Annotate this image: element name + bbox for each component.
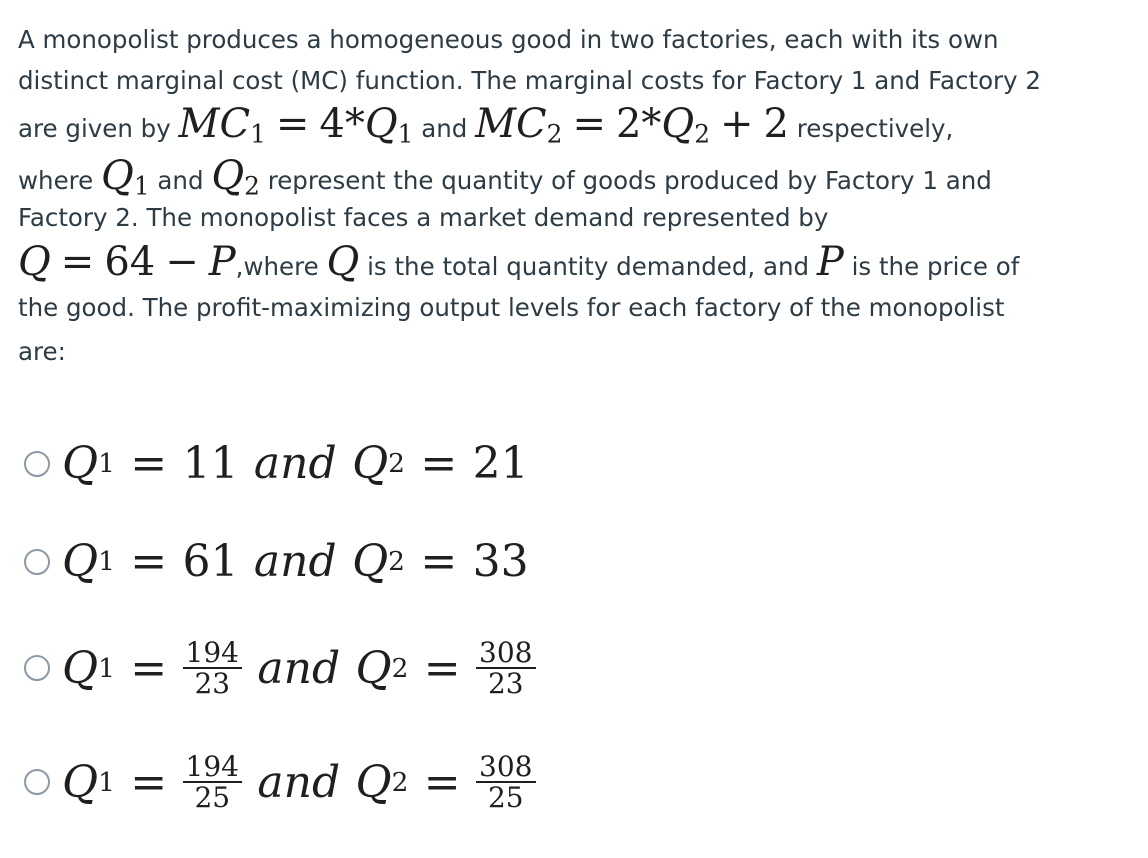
text-are-given-by: are given by	[18, 114, 171, 143]
text-where: where	[18, 166, 94, 195]
text-where: ,where	[235, 252, 319, 281]
symbol-q2: $Q_2$	[211, 153, 260, 201]
fraction: $\frac{194}{23}$	[183, 638, 242, 699]
text-price-of: is the price of	[851, 252, 1020, 281]
answer-label: Q 1 = $\frac{194}{25}$ and Q 2 = $\frac{308}{25}$	[62, 752, 536, 813]
radio-button[interactable]	[24, 655, 50, 681]
symbol-q1: $Q_1$	[101, 153, 150, 201]
question-line-3	[18, 101, 954, 149]
fraction: $\frac{308}{25}$	[476, 752, 535, 813]
question-line-7: the good. The profit-maximizing output levels for each factory of the monopolist	[18, 293, 1005, 322]
symbol-q: Q	[326, 239, 360, 285]
text-respectively: respectively,	[796, 114, 954, 143]
text-total-quantity: is the total quantity demanded, and	[367, 252, 810, 281]
fraction: $\frac{194}{25}$	[183, 752, 242, 813]
question-line-5: Factory 2. The monopolist faces a market demand represented by	[18, 203, 829, 232]
answer-option-1[interactable]	[24, 438, 529, 489]
formula-demand: Q = 64 − P	[18, 239, 236, 285]
radio-button[interactable]	[24, 451, 50, 477]
radio-button[interactable]	[24, 769, 50, 795]
question-line-2: distinct marginal cost (MC) function. The marginal costs for Factory 1 and Factory 2	[18, 66, 1042, 95]
question-line-8: are:	[18, 337, 66, 366]
text-represent: represent the quantity of goods produced by Factory 1 and	[267, 166, 992, 195]
formula-mc2: $MC_2 = 2*Q_2 + 2$	[475, 101, 789, 149]
answer-label: Q 1 = $\frac{194}{23}$ and Q 2 = $\frac{308}{23}$	[62, 638, 536, 699]
fraction: $\frac{308}{23}$	[476, 638, 535, 699]
text-and: and	[157, 166, 204, 195]
answer-option-4[interactable]	[24, 752, 536, 813]
answer-label: Q 1 = 11 and Q 2 = 21	[62, 438, 529, 489]
answer-option-3[interactable]	[24, 638, 536, 699]
answer-label: Q 1 = 61 and Q 2 = 33	[62, 536, 529, 587]
question-line-1: A monopolist produces a homogeneous good in two factories, each with its own	[18, 25, 999, 54]
answer-option-2[interactable]	[24, 536, 529, 587]
question-line-6	[18, 239, 1020, 285]
question-line-4	[18, 153, 992, 201]
formula-mc1: $MC_1 = 4*Q_1$	[178, 101, 414, 149]
text-and: and	[421, 114, 468, 143]
radio-button[interactable]	[24, 549, 50, 575]
symbol-p: P	[816, 239, 844, 285]
